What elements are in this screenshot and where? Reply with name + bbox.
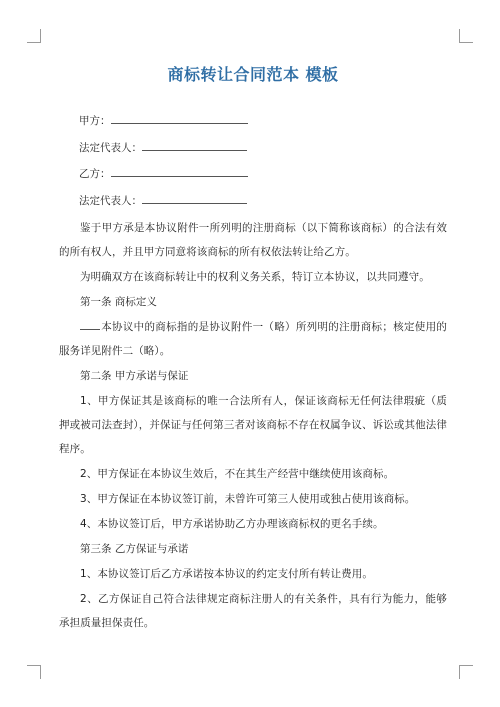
article-2-item: 2、甲方保证在本协议生效后，不在其生产经营中继续使用该商标。: [80, 468, 395, 480]
party-b-label: 乙方：: [79, 168, 111, 180]
party-b-blank[interactable]: [111, 165, 248, 177]
article-1-heading: 第一条 商标定义: [80, 296, 157, 308]
article-1-text: [59, 315, 447, 363]
page-corner-mark-bottom-right: [459, 665, 473, 679]
intro-paragraph: 为明确双方在该商标转让中的权利义务关系，特订立本协议，以共同遵守。: [80, 271, 430, 283]
document-title: 商标转让合同范本 模板: [167, 65, 339, 84]
article-3-heading: 第三条 乙方保证与承诺: [80, 543, 189, 555]
party-b-representative-label: 法定代表人：: [79, 194, 142, 207]
page-corner-mark-top-left: [27, 29, 41, 43]
party-b-field: [59, 165, 447, 182]
article-3-item: 2、乙方保证自己符合法律规定商标注册人的有关条件，具有行为能力，能够承担质量担保责任。: [59, 593, 447, 629]
intro-paragraph: 鉴于甲方承是本协议附件一所列明的注册商标（以下简称该商标）的合法有效的所有权人，并且甲方同意将该商标的所有权依法转让给乙方。: [59, 222, 447, 258]
party-b-representative-blank[interactable]: [142, 192, 247, 204]
party-a-blank[interactable]: [111, 112, 248, 124]
article-2-item: 3、甲方保证在本协议签订前，未曾许可第三人使用或独占使用该商标。: [80, 493, 416, 505]
page-corner-mark-top-right: [459, 29, 473, 43]
party-a-representative-field: [59, 139, 447, 156]
article-2-item: 4、本协议签订后，甲方承诺协助乙方办理该商标权的更名手续。: [80, 518, 384, 530]
article-1-text-content: 本协议中的商标指的是协议附件一（略）所列明的注册商标；核定使用的服务详见附件二（略）。: [59, 321, 447, 357]
article-2-heading: 第二条 甲方承诺与保证: [80, 370, 189, 382]
party-a-representative-label: 法定代表人：: [79, 141, 142, 154]
article-2-item: 1、甲方保证其是该商标的唯一合法所有人，保证该商标无任何法律瑕疵（质押或被司法查封），并保证与任何第三者对该商标不存在权属争议、诉讼或其他法律程序。: [59, 395, 447, 455]
party-a-label: 甲方：: [79, 115, 111, 127]
article-1-blank: [80, 319, 100, 330]
party-b-representative-field: [59, 192, 447, 209]
document-body: [59, 64, 447, 636]
article-3-item: 1、本协议签订后乙方承诺按本协议的约定支付所有转让费用。: [80, 568, 373, 580]
party-a-field: [59, 112, 447, 129]
page-corner-mark-bottom-left: [27, 665, 41, 679]
party-a-representative-blank[interactable]: [142, 139, 247, 151]
